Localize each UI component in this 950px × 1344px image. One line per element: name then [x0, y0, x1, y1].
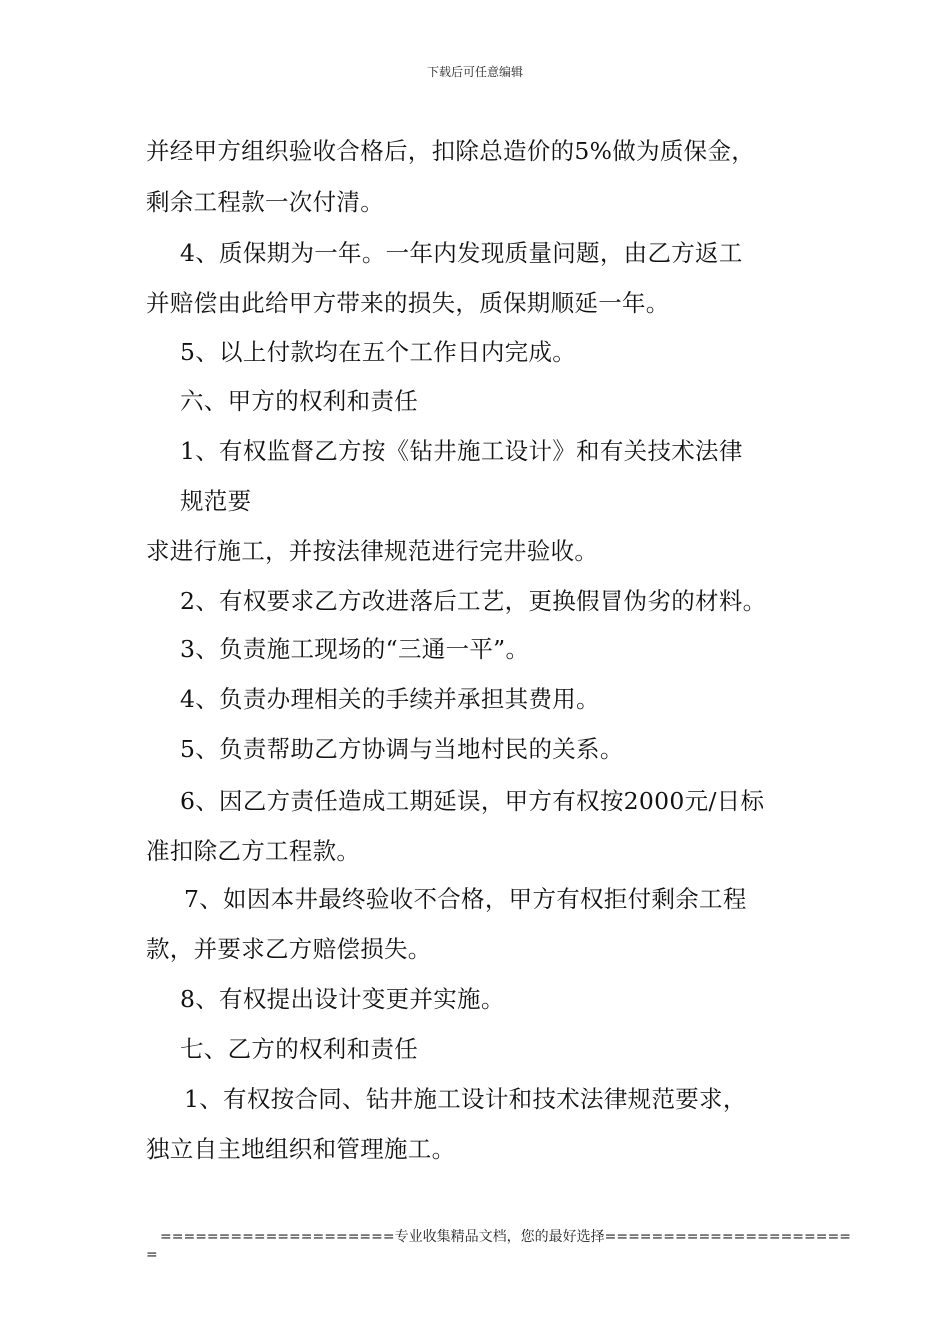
body-line: 求进行施工，并按法律规范进行完井验收。: [146, 537, 599, 565]
page-header: 下载后可任意编辑: [426, 65, 523, 79]
body-line: 准扣除乙方工程款。: [146, 837, 361, 865]
body-line: 剩余工程款一次付清。: [146, 188, 384, 216]
body-line: 8、有权提出设计变更并实施。: [180, 985, 505, 1013]
body-line: 4、质保期为一年。一年内发现质量问题，由乙方返工: [180, 239, 743, 267]
body-line: 款，并要求乙方赔偿损失。: [146, 935, 432, 963]
body-line: 5、负责帮助乙方协调与当地村民的关系。: [180, 735, 624, 763]
body-line: 规范要: [180, 487, 252, 515]
body-line: 3、负责施工现场的“三通一平”。: [180, 635, 530, 663]
body-line: 5、以上付款均在五个工作日内完成。: [180, 338, 577, 366]
body-line: 6、因乙方责任造成工期延误，甲方有权按2000元/日标: [180, 787, 765, 815]
section-heading: 六、甲方的权利和责任: [180, 387, 418, 415]
body-line: 并经甲方组织验收合格后，扣除总造价的5%做为质保金，: [146, 137, 756, 165]
body-line: 4、负责办理相关的手续并承担其费用。: [180, 685, 600, 713]
body-line: 7、如因本井最终验收不合格，甲方有权拒付剩余工程: [184, 885, 747, 913]
section-heading: 七、乙方的权利和责任: [180, 1035, 418, 1063]
body-line: 并赔偿由此给甲方带来的损失，质保期顺延一年。: [146, 289, 670, 317]
body-line: 独立自主地组织和管理施工。: [146, 1135, 456, 1163]
body-line: 1、有权监督乙方按《钻井施工设计》和有关技术法律: [180, 437, 743, 465]
body-line: 2、有权要求乙方改进落后工艺，更换假冒伪劣的材料。: [180, 587, 767, 615]
footer-banner: ====================专业收集精品文档，您的最好选择=====================: [160, 1229, 851, 1245]
body-line: 1、有权按合同、钻井施工设计和技术法律规范要求，: [184, 1085, 747, 1113]
footer-banner-continuation: =: [146, 1247, 158, 1263]
